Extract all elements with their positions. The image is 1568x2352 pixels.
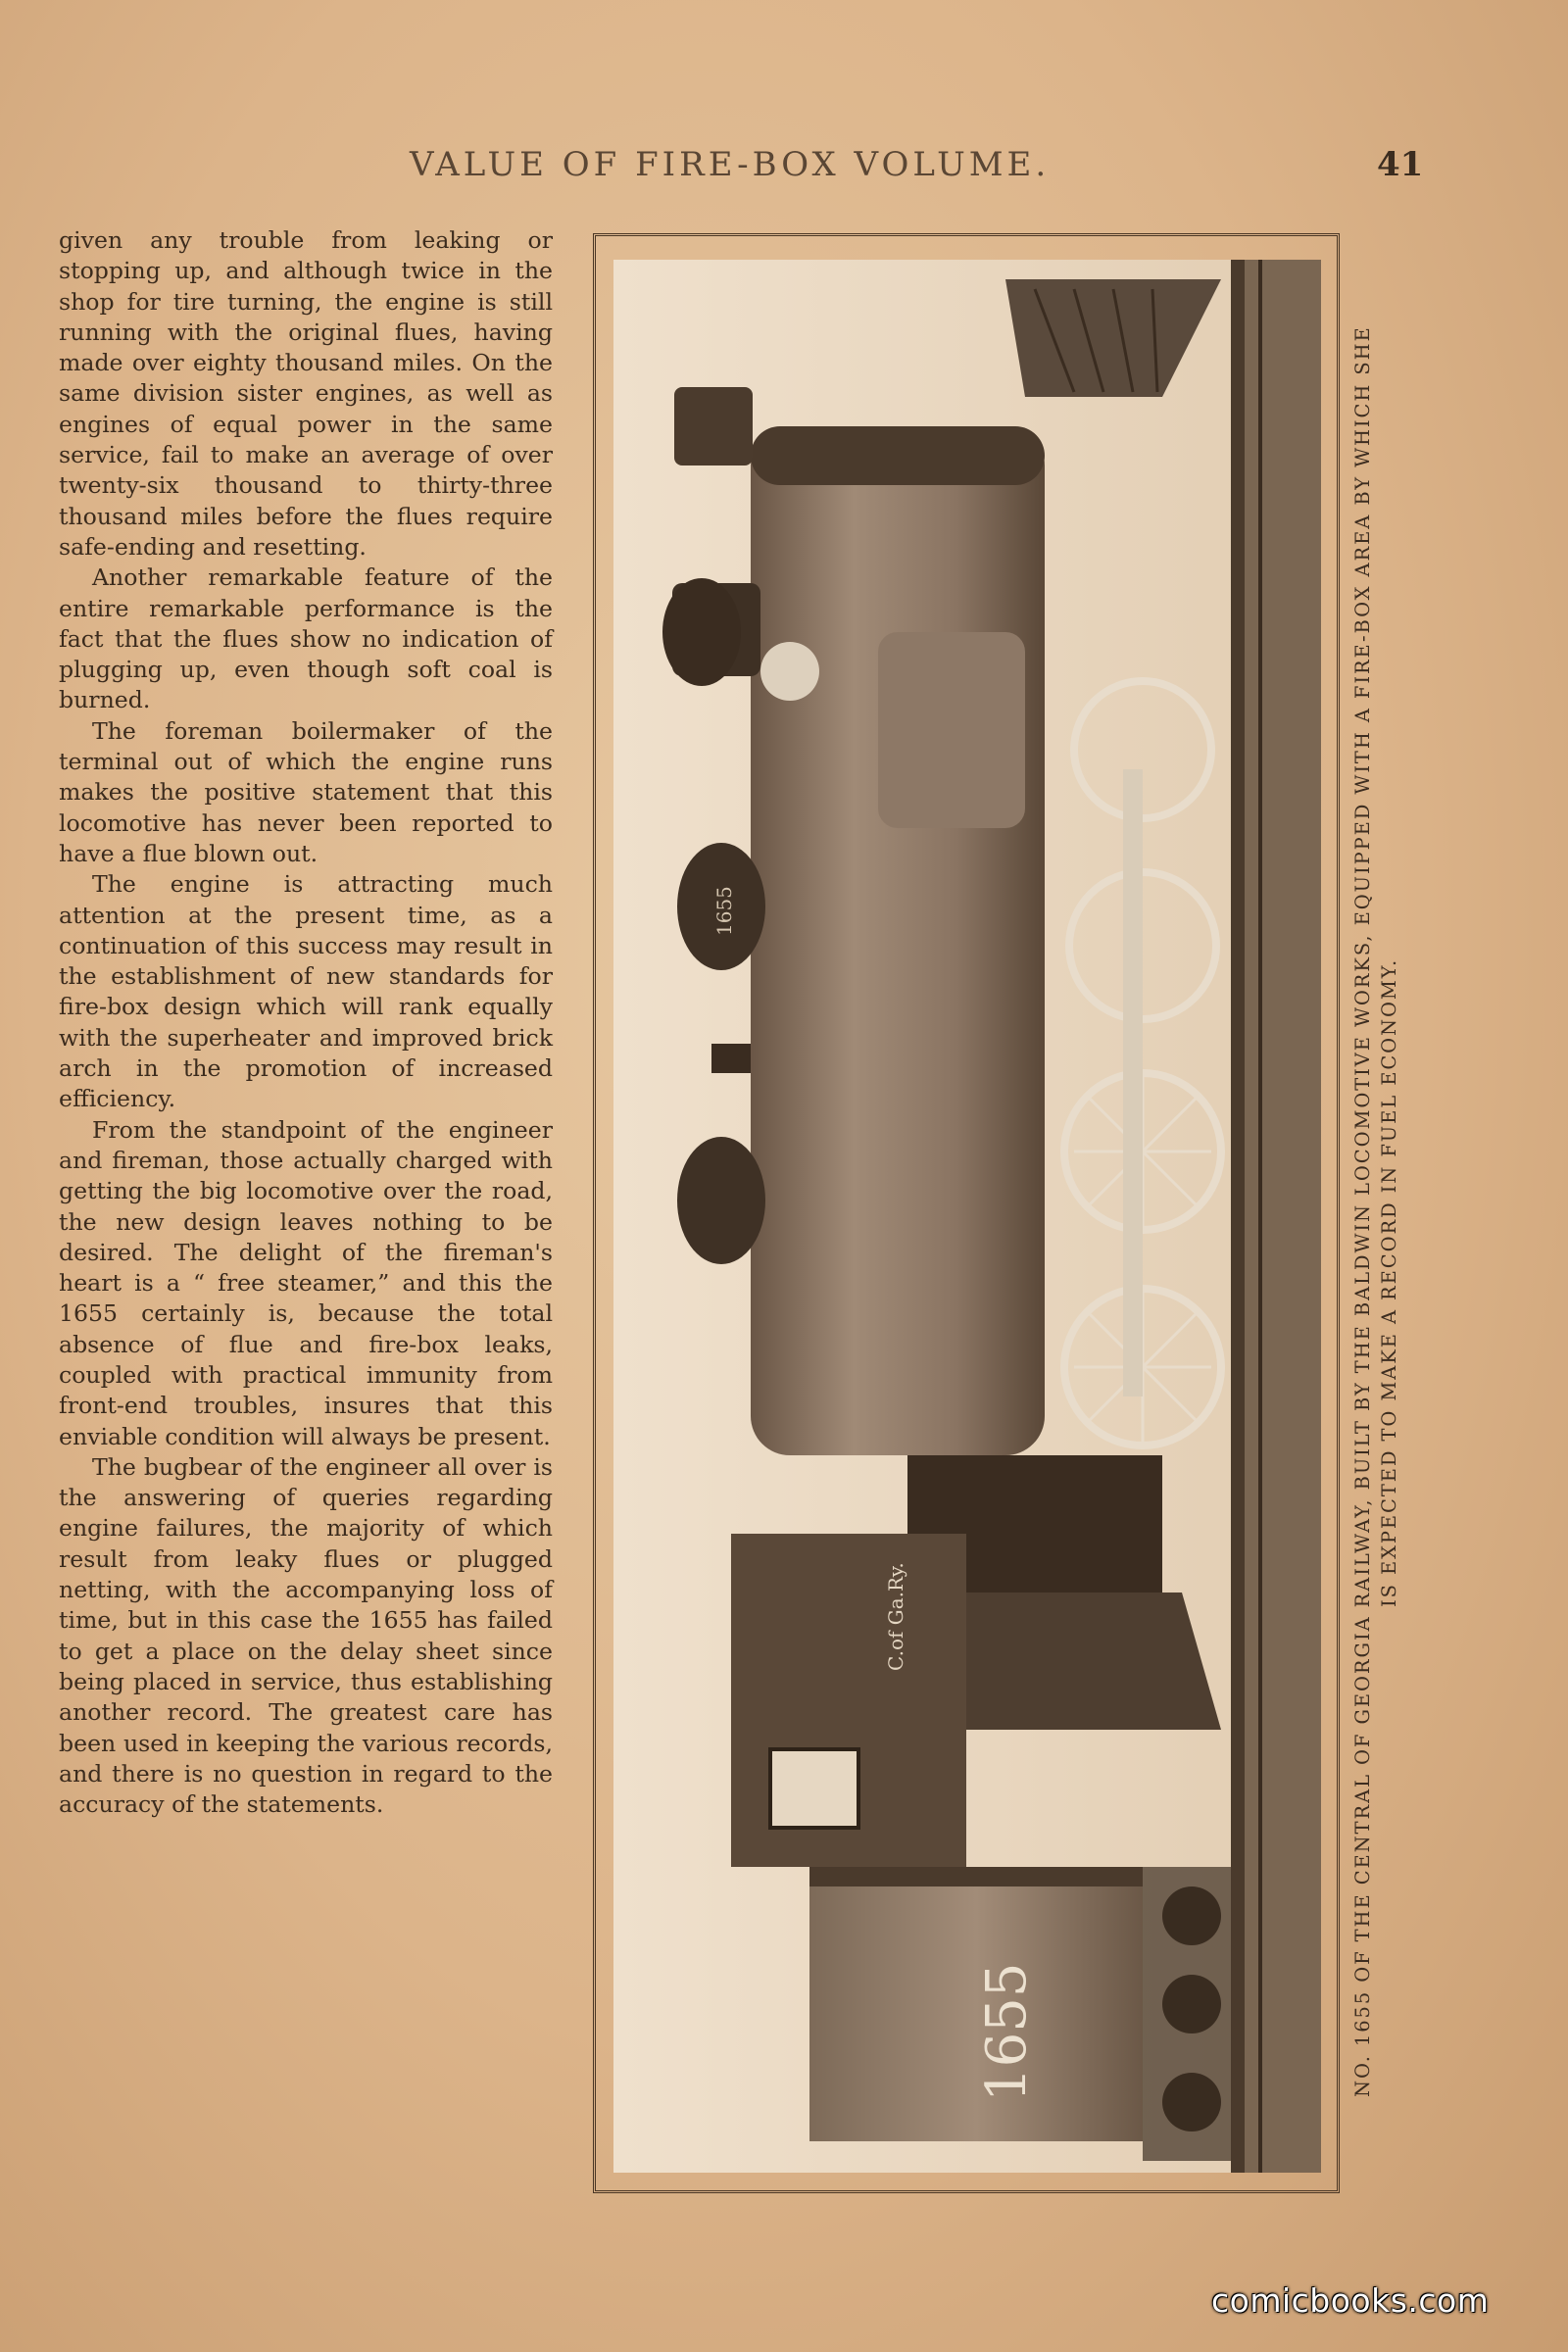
paragraph-6: The bugbear of the engineer all over is the answering of queries regarding engine failures, the majority of which result from leaky flues or plugged netting, with the accompanying loss of time, but in this case the 1655 has failed to get a place on the delay sheet since being placed in service, thus establishing another record. The greatest care has been used in keeping the various records, and there is no question in regard to the accuracy of the statements. — [59, 1452, 553, 1819]
headlight — [674, 387, 753, 466]
paragraph-5: From the standpoint of the engineer and fireman, those actually charged with getting the big locomotive over the road, the new design leaves nothing to be desired. The delight of the fireman's heart is a “ free steamer,” and this the 1655 certainly is, because the total absence of flue and fire-box leaks, coupled with practical immunity from front-end troubles, insures that this enviable condition will always be present. — [59, 1115, 553, 1450]
cab-window — [770, 1749, 858, 1828]
locomotive-photograph — [613, 260, 1321, 2173]
side-rod — [1123, 769, 1143, 1396]
plate-caption — [1338, 314, 1436, 2117]
running-head: VALUE OF FIRE-BOX VOLUME. — [410, 145, 1051, 184]
body-text-column — [59, 225, 553, 1820]
paragraph-2: Another remarkable feature of the entire remarkable performance is the fact that the flues show no indication of plugging up, even though soft coal is burned. — [59, 564, 553, 714]
paragraph-3: The foreman boilermaker of the terminal out of which the engine runs makes the positive statement that this locomotive has never been reported to have a flue blown out. — [59, 716, 553, 867]
boiler — [751, 426, 1045, 1455]
site-watermark: comicbooks.com — [1211, 2281, 1490, 2320]
photo-plate-frame — [593, 233, 1340, 2193]
caption-line-2: IS EXPECTED TO MAKE A RECORD IN FUEL ECONOMY. — [1378, 957, 1400, 1607]
sand-dome — [677, 1137, 765, 1264]
tender-number: 1655 — [975, 1962, 1039, 2102]
page-number: 41 — [1377, 145, 1424, 184]
dome-number: 1655 — [712, 886, 736, 936]
cab-lettering: C.of Ga.Ry. — [884, 1562, 907, 1671]
paragraph-4: The engine is attracting much attention at the present time, as a continuation of this success may result in the establishment of new standards for fire-box design which will rank equally with the superheater and improved brick arch in the promotion of increased efficiency. — [59, 870, 553, 1113]
paragraph-1: given any trouble from leaking or stopping up, and although twice in the shop for tire turning, the engine is still running with the original flues, having made over eighty thousand miles. On the same division sister engines, as well as engines of equal power in the same service, fail to make an average of over twenty-six thousand to thirty-three thousand miles before the flues require safe-ending and resetting. — [59, 226, 553, 561]
whistle — [711, 1044, 751, 1073]
caption-line-1: NO. 1655 OF THE CENTRAL OF GEORGIA RAILWAY, BUILT BY THE BALDWIN LOCOMOTIVE WORKS, EQUIPPED WITH A FIRE-BOX AREA BY WHICH SHE — [1351, 325, 1374, 2097]
page-header — [0, 145, 1568, 194]
